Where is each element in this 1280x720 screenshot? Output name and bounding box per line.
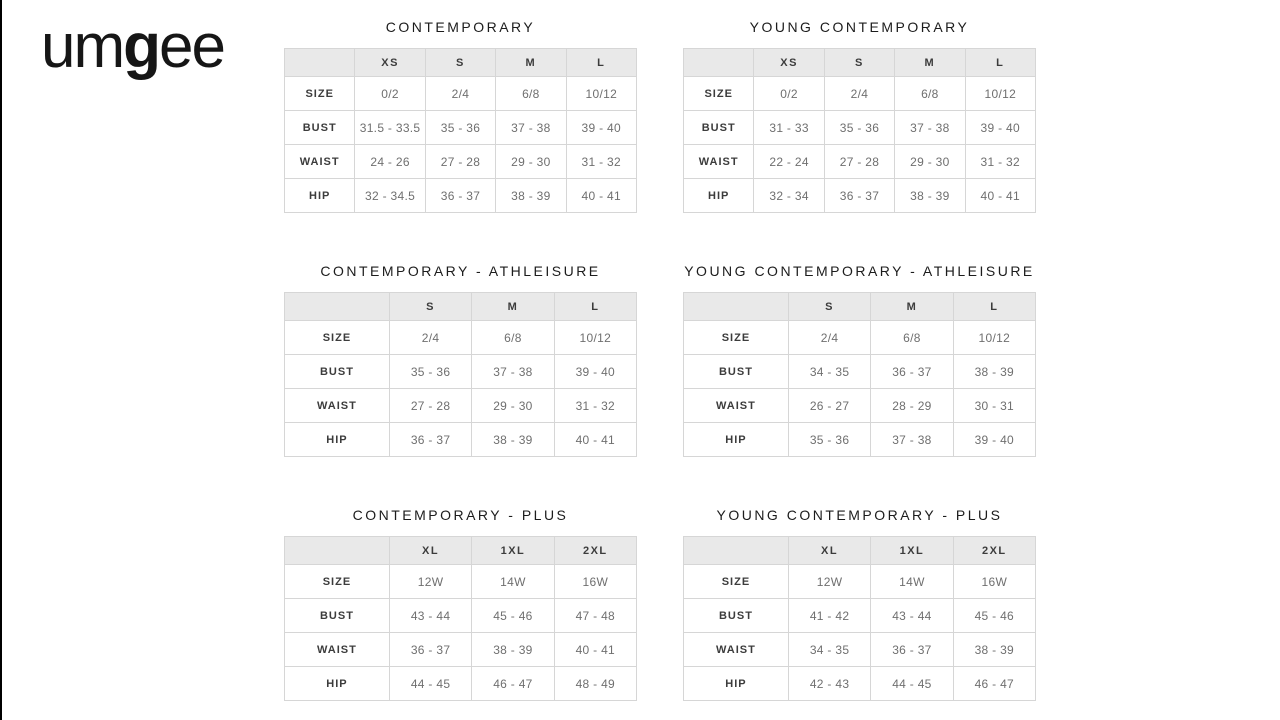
table-title: CONTEMPORARY - ATHLEISURE: [320, 263, 601, 279]
measurement-value: 38 - 39: [895, 179, 965, 213]
measurement-value: 10/12: [965, 77, 1035, 111]
measurement-value: 10/12: [953, 321, 1035, 355]
measurement-label: WAIST: [285, 389, 390, 423]
measurement-value: 14W: [472, 565, 554, 599]
size-column-header: 2XL: [554, 537, 636, 565]
table-row: [285, 111, 637, 145]
measurement-value: 46 - 47: [953, 667, 1035, 701]
size-column-header: 1XL: [871, 537, 953, 565]
measurement-value: 31 - 32: [554, 389, 636, 423]
measurement-value: 34 - 35: [788, 355, 870, 389]
measurement-value: 0/2: [754, 77, 824, 111]
measurement-value: 45 - 46: [953, 599, 1035, 633]
size-column-header: XL: [788, 537, 870, 565]
measurement-value: 47 - 48: [554, 599, 636, 633]
size-chart-contemporary-plus: [284, 505, 637, 701]
table-row: [684, 565, 1036, 599]
measurement-value: 40 - 41: [965, 179, 1035, 213]
table-row: [285, 633, 637, 667]
measurement-value: 10/12: [554, 321, 636, 355]
measurement-value: 24 - 26: [355, 145, 425, 179]
measurement-label: HIP: [684, 423, 789, 457]
size-column-header: XS: [754, 49, 824, 77]
size-column-header: S: [389, 293, 471, 321]
measurement-label: WAIST: [285, 145, 355, 179]
measurement-value: 0/2: [355, 77, 425, 111]
size-column-header: S: [425, 49, 495, 77]
measurement-label: BUST: [285, 599, 390, 633]
table-row: [285, 599, 637, 633]
table-row: [684, 423, 1036, 457]
measurement-value: 14W: [871, 565, 953, 599]
measurement-label: WAIST: [684, 389, 789, 423]
measurement-value: 22 - 24: [754, 145, 824, 179]
measurement-value: 40 - 41: [554, 633, 636, 667]
measurement-value: 2/4: [389, 321, 471, 355]
size-chart-young-contemporary: [683, 17, 1036, 213]
measurement-value: 45 - 46: [472, 599, 554, 633]
measurement-value: 27 - 28: [824, 145, 894, 179]
measurement-value: 29 - 30: [496, 145, 566, 179]
size-column-header: XS: [355, 49, 425, 77]
measurement-value: 38 - 39: [472, 423, 554, 457]
logo-text-ee: ee: [159, 12, 224, 81]
measurement-label: BUST: [684, 355, 789, 389]
size-column-header: L: [566, 49, 636, 77]
measurement-value: 32 - 34.5: [355, 179, 425, 213]
size-chart-contemporary-athleisure: [284, 261, 637, 457]
size-table: [284, 48, 637, 213]
size-table: [284, 292, 637, 457]
table-row: [684, 599, 1036, 633]
measurement-value: 39 - 40: [953, 423, 1035, 457]
measurement-value: 16W: [554, 565, 636, 599]
table-title: YOUNG CONTEMPORARY - ATHLEISURE: [684, 263, 1035, 279]
measurement-value: 31.5 - 33.5: [355, 111, 425, 145]
measurement-value: 6/8: [871, 321, 953, 355]
brand-logo: [41, 12, 224, 81]
measurement-value: 27 - 28: [389, 389, 471, 423]
corner-cell: [684, 49, 754, 77]
logo-text-g: g: [123, 12, 160, 81]
measurement-value: 38 - 39: [953, 633, 1035, 667]
size-column-header: L: [953, 293, 1035, 321]
measurement-value: 36 - 37: [389, 633, 471, 667]
table-row: [285, 77, 637, 111]
measurement-value: 38 - 39: [953, 355, 1035, 389]
corner-cell: [684, 537, 789, 565]
size-table: [683, 48, 1036, 213]
measurement-value: 12W: [788, 565, 870, 599]
table-container: [284, 292, 637, 457]
measurement-value: 35 - 36: [389, 355, 471, 389]
size-chart-young-contemporary-plus: [683, 505, 1036, 701]
measurement-label: SIZE: [285, 565, 390, 599]
measurement-value: 46 - 47: [472, 667, 554, 701]
size-column-header: L: [554, 293, 636, 321]
table-row: [285, 355, 637, 389]
corner-cell: [285, 49, 355, 77]
measurement-label: BUST: [285, 355, 390, 389]
measurement-label: HIP: [285, 179, 355, 213]
measurement-value: 35 - 36: [425, 111, 495, 145]
measurement-value: 39 - 40: [566, 111, 636, 145]
measurement-value: 30 - 31: [953, 389, 1035, 423]
measurement-value: 37 - 38: [496, 111, 566, 145]
measurement-value: 36 - 37: [871, 355, 953, 389]
measurement-value: 38 - 39: [496, 179, 566, 213]
measurement-value: 2/4: [425, 77, 495, 111]
measurement-label: BUST: [684, 111, 754, 145]
measurement-value: 44 - 45: [389, 667, 471, 701]
measurement-label: HIP: [285, 423, 390, 457]
size-column-header: M: [472, 293, 554, 321]
table-title: YOUNG CONTEMPORARY: [749, 19, 970, 35]
size-column-header: XL: [389, 537, 471, 565]
corner-cell: [684, 293, 789, 321]
size-column-header: M: [871, 293, 953, 321]
table-row: [285, 145, 637, 179]
measurement-value: 40 - 41: [566, 179, 636, 213]
measurement-value: 39 - 40: [554, 355, 636, 389]
measurement-value: 6/8: [895, 77, 965, 111]
measurement-value: 16W: [953, 565, 1035, 599]
measurement-value: 2/4: [824, 77, 894, 111]
measurement-value: 10/12: [566, 77, 636, 111]
measurement-value: 31 - 32: [965, 145, 1035, 179]
measurement-value: 41 - 42: [788, 599, 870, 633]
measurement-value: 37 - 38: [871, 423, 953, 457]
measurement-value: 37 - 38: [472, 355, 554, 389]
measurement-value: 35 - 36: [788, 423, 870, 457]
measurement-value: 36 - 37: [389, 423, 471, 457]
table-row: [285, 389, 637, 423]
measurement-value: 26 - 27: [788, 389, 870, 423]
measurement-value: 12W: [389, 565, 471, 599]
size-table: [683, 536, 1036, 701]
size-column-header: S: [824, 49, 894, 77]
table-row: [684, 355, 1036, 389]
measurement-value: 43 - 44: [871, 599, 953, 633]
size-column-header: M: [496, 49, 566, 77]
size-column-header: 2XL: [953, 537, 1035, 565]
size-table: [284, 536, 637, 701]
measurement-value: 36 - 37: [824, 179, 894, 213]
table-row: [285, 423, 637, 457]
size-column-header: M: [895, 49, 965, 77]
table-container: [683, 536, 1036, 701]
table-title: CONTEMPORARY: [385, 19, 536, 35]
measurement-value: 44 - 45: [871, 667, 953, 701]
measurement-value: 36 - 37: [871, 633, 953, 667]
measurement-value: 29 - 30: [472, 389, 554, 423]
left-edge-bar: [0, 0, 2, 720]
table-title: YOUNG CONTEMPORARY - PLUS: [716, 507, 1003, 523]
measurement-value: 28 - 29: [871, 389, 953, 423]
table-row: [684, 77, 1036, 111]
table-row: [684, 321, 1036, 355]
measurement-value: 40 - 41: [554, 423, 636, 457]
size-chart-contemporary: [284, 17, 637, 213]
measurement-value: 31 - 33: [754, 111, 824, 145]
table-row: [285, 667, 637, 701]
measurement-label: WAIST: [684, 633, 789, 667]
measurement-value: 29 - 30: [895, 145, 965, 179]
table-row: [684, 389, 1036, 423]
measurement-value: 27 - 28: [425, 145, 495, 179]
table-row: [285, 321, 637, 355]
logo-text-um: um: [41, 12, 124, 81]
measurement-label: HIP: [684, 179, 754, 213]
measurement-label: SIZE: [684, 565, 789, 599]
measurement-value: 6/8: [472, 321, 554, 355]
measurement-value: 38 - 39: [472, 633, 554, 667]
measurement-value: 42 - 43: [788, 667, 870, 701]
measurement-value: 35 - 36: [824, 111, 894, 145]
corner-cell: [285, 293, 390, 321]
size-column-header: 1XL: [472, 537, 554, 565]
table-row: [684, 145, 1036, 179]
table-row: [684, 111, 1036, 145]
measurement-label: WAIST: [285, 633, 390, 667]
measurement-label: SIZE: [285, 77, 355, 111]
table-container: [683, 48, 1036, 213]
corner-cell: [285, 537, 390, 565]
size-table: [683, 292, 1036, 457]
size-column-header: S: [788, 293, 870, 321]
measurement-label: HIP: [684, 667, 789, 701]
measurement-value: 2/4: [788, 321, 870, 355]
measurement-value: 36 - 37: [425, 179, 495, 213]
table-row: [285, 565, 637, 599]
measurement-value: 31 - 32: [566, 145, 636, 179]
measurement-value: 39 - 40: [965, 111, 1035, 145]
measurement-value: 32 - 34: [754, 179, 824, 213]
measurement-label: HIP: [285, 667, 390, 701]
table-title: CONTEMPORARY - PLUS: [352, 507, 569, 523]
table-container: [284, 48, 637, 213]
table-container: [284, 536, 637, 701]
measurement-value: 37 - 38: [895, 111, 965, 145]
measurement-value: 6/8: [496, 77, 566, 111]
size-chart-young-contemporary-athleisure: [683, 261, 1036, 457]
measurement-label: SIZE: [684, 77, 754, 111]
measurement-label: BUST: [684, 599, 789, 633]
measurement-value: 34 - 35: [788, 633, 870, 667]
table-row: [684, 667, 1036, 701]
table-container: [683, 292, 1036, 457]
table-row: [684, 179, 1036, 213]
table-row: [684, 633, 1036, 667]
measurement-label: WAIST: [684, 145, 754, 179]
size-column-header: L: [965, 49, 1035, 77]
measurement-value: 48 - 49: [554, 667, 636, 701]
measurement-label: BUST: [285, 111, 355, 145]
table-row: [285, 179, 637, 213]
measurement-value: 43 - 44: [389, 599, 471, 633]
measurement-label: SIZE: [684, 321, 789, 355]
measurement-label: SIZE: [285, 321, 390, 355]
